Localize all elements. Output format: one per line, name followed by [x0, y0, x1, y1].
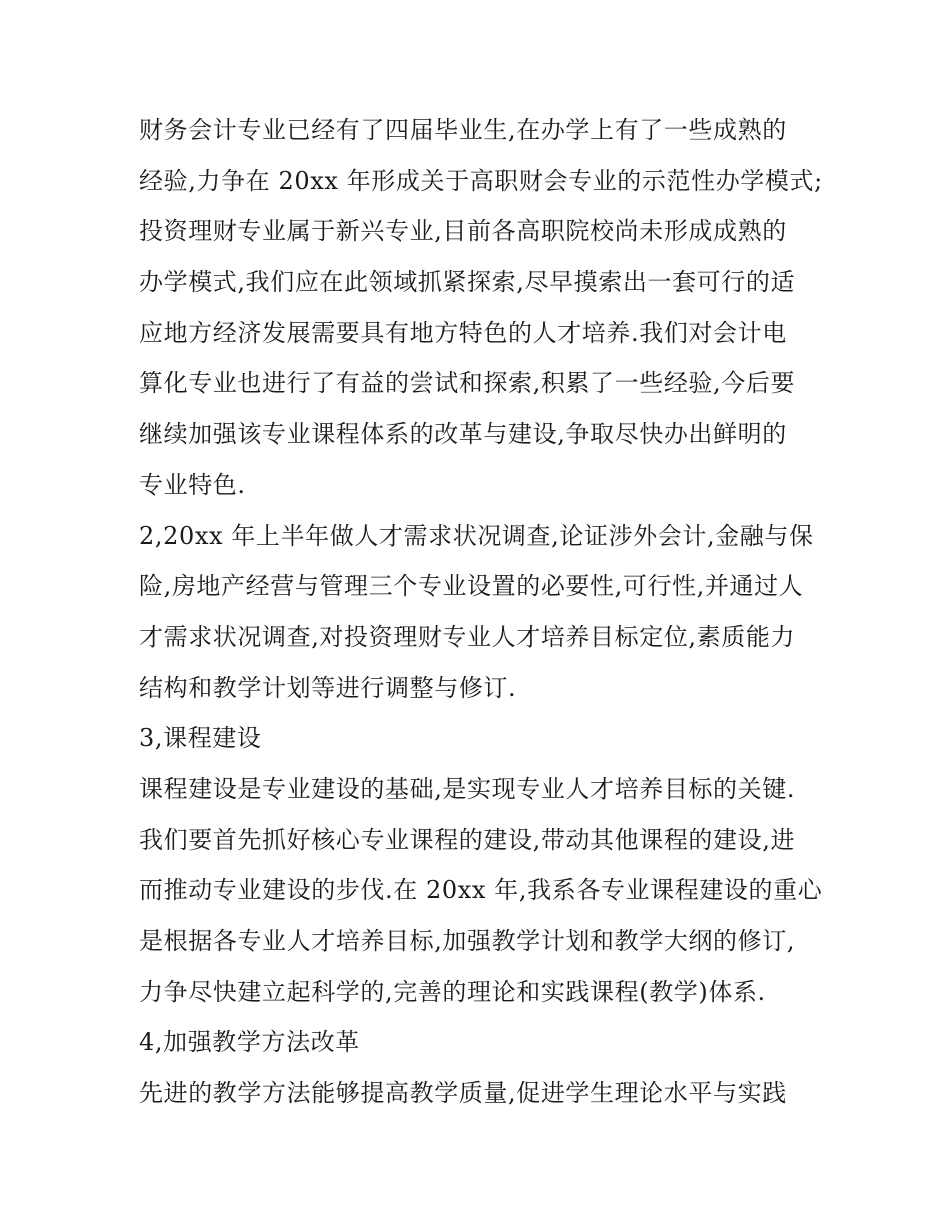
text-line: 继续加强该专业课程体系的改革与建设,争取尽快办出鲜明的: [139, 420, 787, 449]
section-line: 2,20xx 年上半年做人才需求状况调查,论证涉外会计,金融与保: [139, 521, 814, 550]
text-line: 专业特色.: [139, 470, 246, 499]
text-line: 先进的教学方法能够提高教学质量,促进学生理论水平与实践: [139, 1079, 787, 1108]
text-line: 而推动专业建设的步伐.在 20xx 年,我系各专业课程建设的重心: [139, 876, 823, 905]
text-line: 课程建设是专业建设的基础,是实现专业人才培养目标的关键.: [139, 774, 796, 803]
text-line: 力争尽快建立起科学的,完善的理论和实践课程(教学)体系.: [139, 977, 766, 1006]
section-heading: 3,课程建设: [139, 724, 262, 753]
text-line: 才需求状况调查,对投资理财专业人才培养目标定位,素质能力: [139, 622, 796, 651]
section-heading: 4,加强教学方法改革: [139, 1028, 360, 1057]
text-line: 结构和教学计划等进行调整与修订.: [139, 673, 517, 702]
text-line: 算化专业也进行了有益的尝试和探索,积累了一些经验,今后要: [139, 369, 796, 398]
document-body: [139, 105, 823, 1119]
text-line: 经验,力争在 20xx 年形成关于高职财会专业的示范性办学模式;: [139, 166, 823, 195]
text-line: 险,房地产经营与管理三个专业设置的必要性,可行性,并通过人: [139, 572, 804, 601]
text-line: 投资理财专业属于新兴专业,目前各高职院校尚未形成成熟的: [139, 217, 787, 246]
text-line: 办学模式,我们应在此领域抓紧探索,尽早摸索出一套可行的适: [139, 268, 796, 297]
text-line: 应地方经济发展需要具有地方特色的人才培养.我们对会计电: [139, 318, 787, 347]
text-line: 是根据各专业人才培养目标,加强教学计划和教学大纲的修订,: [139, 927, 796, 955]
text-line: 财务会计专业已经有了四届毕业生,在办学上有了一些成熟的: [139, 116, 787, 144]
text-line: 我们要首先抓好核心专业课程的建设,带动其他课程的建设,进: [139, 825, 796, 854]
